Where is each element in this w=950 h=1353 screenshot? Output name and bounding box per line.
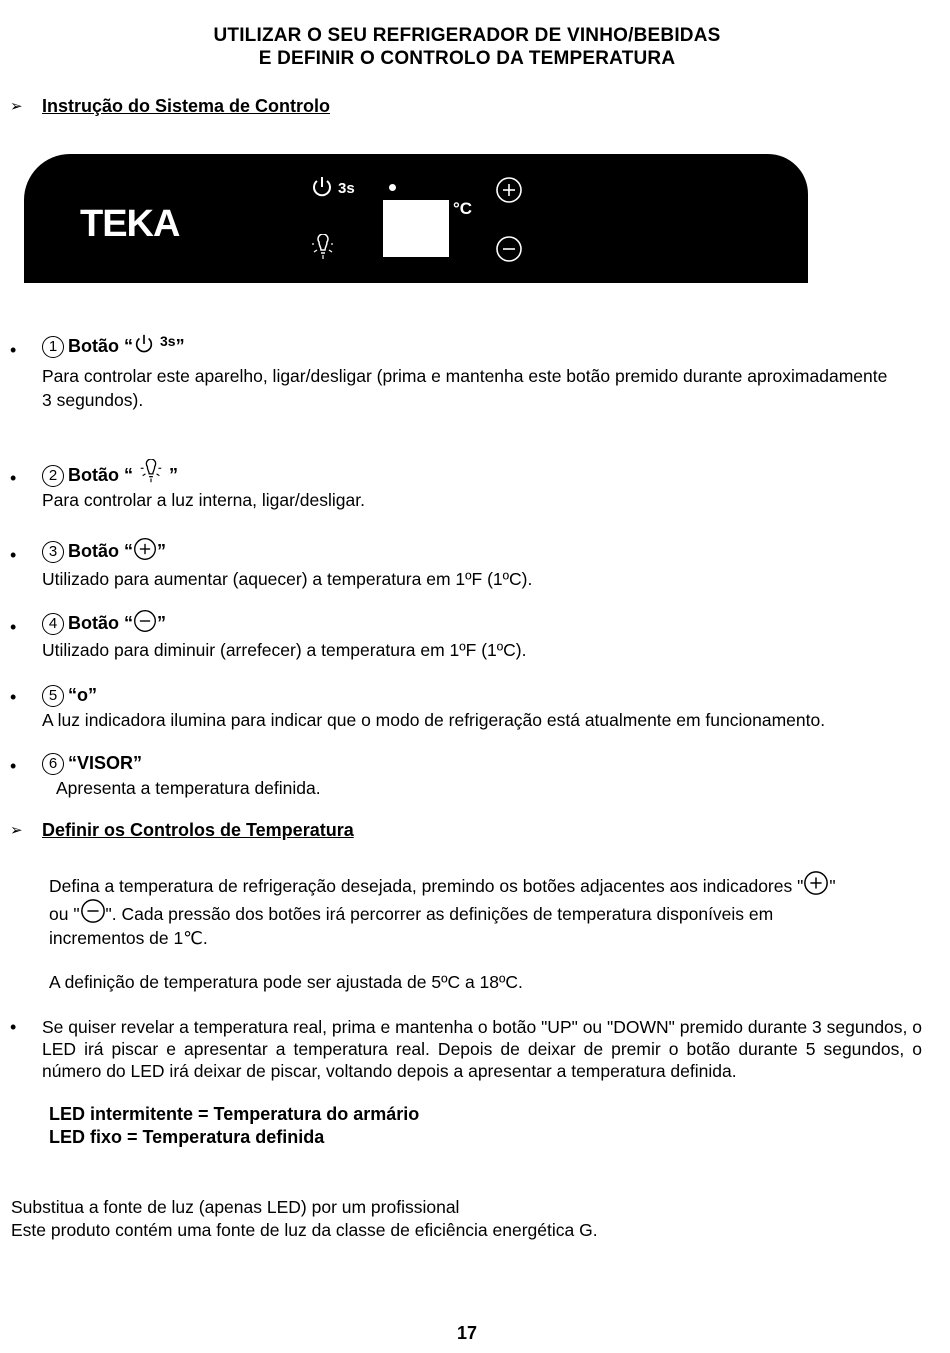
plus-icon: [495, 176, 523, 204]
real-temperature-paragraph: Se quiser revelar a temperatura real, prima e mantenha o botão "UP" ou "DOWN" premido durante 3 segundos, o LED irá piscar e apresentar a temperatura real. Depois de deixar de premir o botão durante 5 segundos, o número do LED irá deixar de piscar, voltando depois a apresentar a temperatura definida.: [42, 1017, 922, 1081]
led-fixed-legend: LED fixo = Temperatura definida: [49, 1127, 325, 1147]
paragraph-text: incrementos de 1℃.: [49, 928, 208, 948]
light-bulb-icon: [138, 459, 164, 485]
item-label: Botão “: [68, 541, 133, 561]
item-number: 3: [42, 541, 64, 563]
light-source-note: Substitua a fonte de luz (apenas LED) por um profissional: [11, 1197, 460, 1217]
item-number: 5: [42, 685, 64, 707]
item-number: 2: [42, 465, 64, 487]
item-icon-suffix: 3s: [160, 333, 176, 349]
title-line-1: UTILIZAR O SEU REFRIGERADOR DE VINHO/BEBIDAS: [213, 25, 721, 46]
paragraph-text: Defina a temperatura de refrigeração desejada, premindo os botões adjacentes aos indicadores ": [49, 876, 804, 896]
paragraph-text: ". Cada pressão dos botões irá percorrer as definições de temperatura disponíveis em: [105, 904, 774, 924]
bullet: •: [10, 756, 17, 776]
item-1-heading: [42, 332, 185, 358]
bullet: •: [10, 468, 17, 488]
item-1-body: [42, 364, 922, 412]
item-5-body: A luz indicadora ilumina para indicar que o modo de refrigeração está atualmente em funcionamento.: [42, 710, 826, 730]
minus-icon: [133, 609, 157, 633]
item-label: Botão “: [68, 465, 133, 485]
item-body-text: Para controlar este aparelho, ligar/desligar (prima e mantenha este botão premido durante aproximadamente: [42, 366, 888, 386]
power-icon: [310, 175, 334, 199]
bullet: •: [10, 1017, 17, 1037]
item-number: 6: [42, 753, 64, 775]
paragraph-text: ou ": [49, 904, 80, 924]
item-number: 1: [42, 336, 64, 358]
led-blinking-legend: LED intermitente = Temperatura do armário: [49, 1104, 420, 1124]
item-4-heading: [42, 609, 166, 635]
item-close-quote: ”: [169, 465, 179, 485]
indicator-dot: [389, 184, 396, 191]
page-number: 17: [456, 1323, 478, 1343]
section-heading-temperature-controls: Definir os Controlos de Temperatura: [42, 820, 354, 840]
paragraph-text: ": [829, 876, 836, 896]
temperature-display: [383, 200, 449, 257]
item-close-quote: ”: [157, 541, 166, 561]
temperature-paragraph-1: [49, 870, 929, 950]
bullet: •: [10, 545, 17, 565]
item-number: 4: [42, 613, 64, 635]
celsius-label: °C: [453, 199, 473, 218]
item-2-heading: [42, 459, 178, 487]
item-3-heading: [42, 537, 166, 563]
item-5-heading: [42, 685, 97, 707]
light-bulb-icon: [309, 234, 337, 262]
item-label: Botão “: [68, 336, 133, 356]
temperature-range-text: A definição de temperatura pode ser ajustada de 5ºC a 18ºC.: [49, 972, 523, 992]
brand-logo: TEKA: [80, 203, 180, 245]
arrow-bullet-icon: ➢: [10, 98, 23, 115]
item-label: “VISOR”: [68, 753, 143, 773]
item-close-quote: ”: [175, 336, 185, 356]
item-4-body: Utilizado para diminuir (arrefecer) a temperatura em 1ºF (1ºC).: [42, 640, 527, 660]
minus-icon: [80, 898, 106, 924]
energy-class-note: Este produto contém uma fonte de luz da classe de eficiência energética G.: [11, 1220, 598, 1240]
power-duration-label: 3s: [338, 180, 355, 197]
item-3-body: Utilizado para aumentar (aquecer) a temperatura em 1ºF (1ºC).: [42, 569, 533, 589]
arrow-bullet-icon: ➢: [10, 822, 23, 839]
plus-icon: [803, 870, 829, 896]
section-heading-control-system: Instrução do Sistema de Controlo: [42, 96, 331, 116]
title-line-2: E DEFINIR O CONTROLO DA TEMPERATURA: [258, 48, 676, 69]
item-6-body: Apresenta a temperatura definida.: [56, 778, 321, 798]
bullet: •: [10, 340, 17, 360]
bullet: •: [10, 617, 17, 637]
item-6-heading: [42, 753, 142, 775]
item-label: “o”: [68, 685, 97, 705]
item-close-quote: ”: [157, 613, 166, 633]
item-body-text-2: 3 segundos).: [42, 390, 144, 410]
power-icon: [133, 332, 155, 356]
minus-icon: [495, 235, 523, 263]
plus-icon: [133, 537, 157, 561]
item-label: Botão “: [68, 613, 133, 633]
item-2-body: Para controlar a luz interna, ligar/desligar.: [42, 490, 365, 510]
page-title: [0, 24, 934, 70]
bullet: •: [10, 687, 17, 707]
